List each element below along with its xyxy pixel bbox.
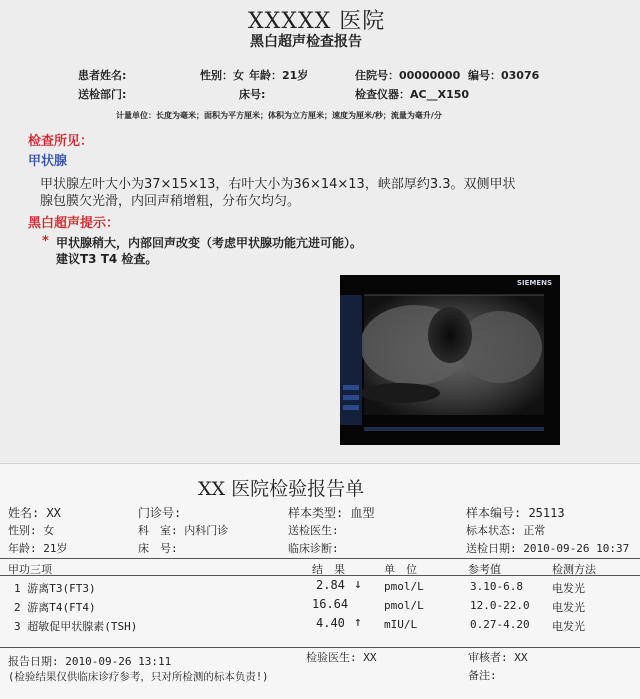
test-doctor: 检验医生: XX bbox=[306, 651, 377, 664]
findings-line-1: 甲状腺左叶大小为37×15×13，右叶大小为36×14×13，峡部厚约3.3。双侧甲状 bbox=[40, 177, 516, 192]
col-ref-header: 参考值 bbox=[468, 563, 501, 576]
row-1-flag: ↓ bbox=[354, 577, 362, 592]
patient-name-label: 患者姓名: bbox=[78, 69, 127, 82]
instrument-field: 检查仪器：AC__X150 bbox=[355, 88, 470, 101]
bed-label: 床号: bbox=[239, 88, 266, 101]
impression-bullet: * bbox=[42, 234, 49, 249]
header-divider bbox=[0, 558, 640, 559]
row-2-method: 电发光 bbox=[552, 601, 585, 614]
clinical-diagnosis: 临床诊断: bbox=[288, 542, 339, 555]
col-method-header: 检测方法 bbox=[552, 563, 596, 576]
sample-status: 标本状态: 正常 bbox=[466, 524, 546, 537]
row-1-result: 2.84 bbox=[316, 578, 345, 592]
col-result-header: 结 果 bbox=[312, 563, 345, 576]
row-3-method: 电发光 bbox=[552, 620, 585, 633]
report-title: 黑白超声检查报告 bbox=[250, 34, 362, 50]
report-date: 报告日期: 2010-09-26 13:11 bbox=[8, 655, 172, 668]
send-date: 送检日期: 2010-09-26 10:37 bbox=[466, 542, 630, 555]
footer-divider bbox=[0, 647, 640, 648]
row-3-ref: 0.27-4.20 bbox=[470, 618, 530, 631]
row-2-ref: 12.0-22.0 bbox=[470, 599, 530, 612]
row-1-unit: pmol/L bbox=[384, 580, 424, 593]
hospital-name: XXXXX 医院 bbox=[248, 9, 386, 34]
row-1-method: 电发光 bbox=[552, 582, 585, 595]
ultrasound-brand: SIEMENS bbox=[516, 279, 552, 287]
row-2-name: 2 游离T4(FT4) bbox=[14, 601, 96, 614]
organ-label: 甲状腺 bbox=[28, 154, 68, 169]
findings-heading: 检查所见： bbox=[28, 134, 94, 149]
clinic-number: 门诊号: bbox=[138, 506, 182, 520]
row-3-flag: ↑ bbox=[354, 615, 362, 630]
row-3-result: 4.40 bbox=[316, 616, 345, 630]
row-3-name: 3 超敏促甲状腺素(TSH) bbox=[14, 620, 138, 633]
department-label: 送检部门: bbox=[78, 88, 127, 101]
row-2-unit: pmol/L bbox=[384, 599, 424, 612]
age-field: 年龄：21岁 bbox=[249, 69, 309, 82]
gender-field: 性别：女 bbox=[200, 69, 244, 82]
findings-line-2: 腺包膜欠光滑，内回声稍增粗，分布欠均匀。 bbox=[40, 194, 301, 209]
panel-name: 甲功三项 bbox=[8, 563, 52, 576]
lab-department: 科 室: 内科门诊 bbox=[138, 524, 229, 537]
lab-age: 年龄: 21岁 bbox=[8, 542, 68, 555]
impression-line-2: 建议T3 T4 检查。 bbox=[56, 252, 158, 266]
report-number: 编号：03076 bbox=[468, 69, 540, 82]
row-1-ref: 3.10-6.8 bbox=[470, 580, 523, 593]
row-1-name: 1 游离T3(FT3) bbox=[14, 582, 96, 595]
admission-number: 住院号：00000000 bbox=[355, 69, 461, 82]
impression-heading: 黑白超声提示： bbox=[28, 216, 120, 231]
reviewer: 审核者: XX bbox=[468, 651, 528, 664]
ultrasound-image bbox=[340, 275, 560, 445]
sample-type: 样本类型: 血型 bbox=[288, 506, 375, 520]
row-2-result: 16.64 bbox=[312, 597, 349, 611]
lab-title: XX 医院检验报告单 bbox=[198, 478, 365, 500]
remark: 备注: bbox=[468, 669, 497, 682]
sample-number: 样本编号: 25113 bbox=[466, 506, 565, 520]
lab-bed: 床 号: bbox=[138, 542, 178, 555]
impression-line-1: 甲状腺稍大，内部回声改变（考虑甲状腺功能亢进可能）。 bbox=[56, 236, 363, 250]
column-divider bbox=[0, 575, 640, 576]
lab-name: 姓名: XX bbox=[8, 506, 61, 520]
units-note: 计量单位：长度为毫米；面积为平方厘米；体积为立方厘米；速度为厘米/秒；流量为毫升/分 bbox=[116, 111, 442, 120]
col-unit-header: 单 位 bbox=[384, 563, 417, 576]
ultrasound-scan-graphic bbox=[340, 275, 560, 445]
lab-report bbox=[0, 463, 640, 699]
disclaimer: (检验结果仅供临床诊疗参考，只对所检测的标本负责!) bbox=[8, 671, 269, 683]
sending-doctor: 送检医生: bbox=[288, 524, 339, 537]
row-3-unit: mIU/L bbox=[384, 618, 418, 631]
lab-gender: 性别: 女 bbox=[8, 524, 55, 537]
